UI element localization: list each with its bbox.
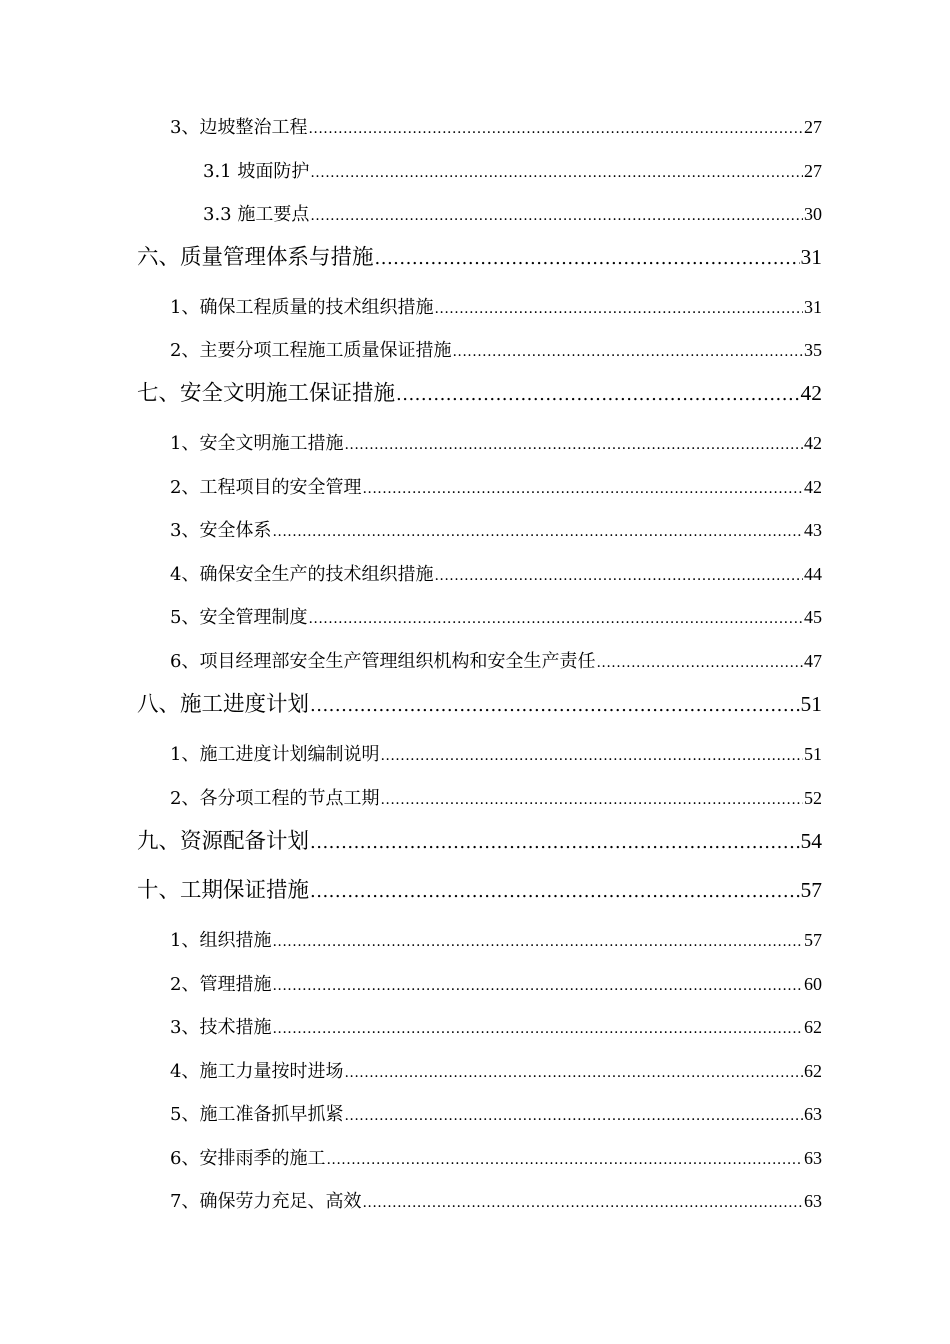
toc-dot-leader (362, 1195, 803, 1211)
toc-entry-title: 2、工程项目的安全管理 (170, 477, 362, 498)
toc-page-number: 44 (804, 564, 822, 584)
toc-page-number: 62 (804, 1017, 822, 1037)
toc-entry[interactable] (170, 293, 822, 319)
toc-dot-leader (310, 695, 799, 716)
toc-page-number: 54 (800, 829, 822, 853)
toc-chapter-entry[interactable] (137, 824, 822, 854)
toc-entry-title: 6、项目经理部安全生产管理组织机构和安全生产责任 (170, 651, 596, 672)
toc-page-number: 57 (800, 878, 822, 902)
toc-entry[interactable] (170, 336, 822, 362)
toc-page-number: 31 (804, 297, 822, 317)
toc-page-number: 42 (804, 477, 822, 497)
toc-dot-leader (596, 655, 803, 671)
toc-dot-leader (272, 1021, 803, 1037)
toc-entry-title: 7、确保劳力充足、高效 (170, 1191, 362, 1212)
toc-dot-leader (344, 437, 803, 453)
toc-page-number: 47 (804, 651, 822, 671)
toc-page-number: 51 (800, 692, 822, 716)
toc-entry[interactable] (170, 516, 822, 542)
toc-entry-title: 3.3 施工要点 (203, 204, 310, 225)
toc-entry[interactable] (170, 784, 822, 810)
toc-entry[interactable] (203, 157, 822, 183)
toc-entry-title: 十、工期保证措施 (137, 878, 310, 903)
toc-dot-leader (434, 568, 803, 584)
toc-page-number: 51 (804, 744, 822, 764)
toc-page-number: 35 (804, 340, 822, 360)
toc-page-number: 30 (804, 204, 822, 224)
toc-page-number: 27 (804, 161, 822, 181)
toc-entry[interactable] (170, 603, 822, 629)
toc-entry-title: 3.1 坡面防护 (203, 161, 310, 182)
toc-dot-leader (310, 881, 799, 902)
toc-dot-leader (362, 481, 803, 497)
toc-page-number: 62 (804, 1061, 822, 1081)
toc-dot-leader (452, 344, 803, 360)
toc-entry-title: 2、管理措施 (170, 974, 272, 995)
toc-entry[interactable] (170, 473, 822, 499)
toc-entry[interactable] (170, 740, 822, 766)
toc-entry-title: 6、安排雨季的施工 (170, 1148, 326, 1169)
toc-page-number: 63 (804, 1191, 822, 1211)
toc-entry-title: 3、安全体系 (170, 520, 272, 541)
toc-chapter-entry[interactable] (137, 376, 822, 406)
toc-page-number: 63 (804, 1148, 822, 1168)
toc-dot-leader (380, 748, 803, 764)
toc-dot-leader (326, 1152, 803, 1168)
toc-page-number: 42 (800, 381, 822, 405)
toc-page-number: 27 (804, 117, 822, 137)
toc-entry[interactable] (170, 1100, 822, 1126)
toc-entry[interactable] (170, 560, 822, 586)
toc-entry-title: 1、安全文明施工措施 (170, 433, 344, 454)
toc-page-number: 57 (804, 930, 822, 950)
toc-entry-title: 七、安全文明施工保证措施 (137, 381, 396, 406)
toc-dot-leader (380, 792, 803, 808)
toc-entry[interactable] (170, 113, 822, 139)
toc-entry-title: 1、确保工程质量的技术组织措施 (170, 297, 434, 318)
toc-page-number: 52 (804, 788, 822, 808)
toc-entry[interactable] (170, 970, 822, 996)
toc-entry-title: 八、施工进度计划 (137, 692, 310, 717)
toc-page-number: 42 (804, 433, 822, 453)
toc-dot-leader (396, 384, 799, 405)
toc-dot-leader (310, 832, 799, 853)
toc-entry[interactable] (203, 200, 822, 226)
toc-entry[interactable] (170, 647, 822, 673)
toc-entry-title: 1、施工进度计划编制说明 (170, 744, 380, 765)
toc-entry[interactable] (170, 1013, 822, 1039)
toc-entry-title: 4、施工力量按时进场 (170, 1061, 344, 1082)
toc-entry[interactable] (170, 926, 822, 952)
toc-dot-leader (310, 165, 803, 181)
toc-chapter-entry[interactable] (137, 240, 822, 270)
toc-dot-leader (344, 1108, 803, 1124)
toc-entry-title: 2、各分项工程的节点工期 (170, 788, 380, 809)
toc-page-number: 43 (804, 520, 822, 540)
toc-page-number: 60 (804, 974, 822, 994)
toc-chapter-entry[interactable] (137, 873, 822, 903)
toc-entry-title: 2、主要分项工程施工质量保证措施 (170, 340, 452, 361)
toc-entry[interactable] (170, 429, 822, 455)
toc-dot-leader (344, 1065, 803, 1081)
toc-entry-title: 4、确保安全生产的技术组织措施 (170, 564, 434, 585)
toc-dot-leader (310, 208, 803, 224)
toc-entry-title: 九、资源配备计划 (137, 829, 310, 854)
toc-chapter-entry[interactable] (137, 687, 822, 717)
toc-entry[interactable] (170, 1187, 822, 1213)
toc-dot-leader (308, 611, 803, 627)
toc-dot-leader (308, 121, 803, 137)
toc-dot-leader (272, 934, 803, 950)
toc-entry-title: 5、施工准备抓早抓紧 (170, 1104, 344, 1125)
toc-page-number: 63 (804, 1104, 822, 1124)
toc-dot-leader (272, 524, 803, 540)
toc-dot-leader (272, 978, 803, 994)
toc-dot-leader (434, 301, 803, 317)
toc-entry-title: 六、质量管理体系与措施 (137, 245, 374, 270)
toc-entry[interactable] (170, 1144, 822, 1170)
toc-dot-leader (375, 248, 800, 269)
toc-page-number: 31 (800, 245, 822, 269)
toc-entry-title: 3、边坡整治工程 (170, 117, 308, 138)
toc-page-number: 45 (804, 607, 822, 627)
toc-entry-title: 3、技术措施 (170, 1017, 272, 1038)
toc-entry-title: 5、安全管理制度 (170, 607, 308, 628)
toc-entry[interactable] (170, 1057, 822, 1083)
toc-entry-title: 1、组织措施 (170, 930, 272, 951)
